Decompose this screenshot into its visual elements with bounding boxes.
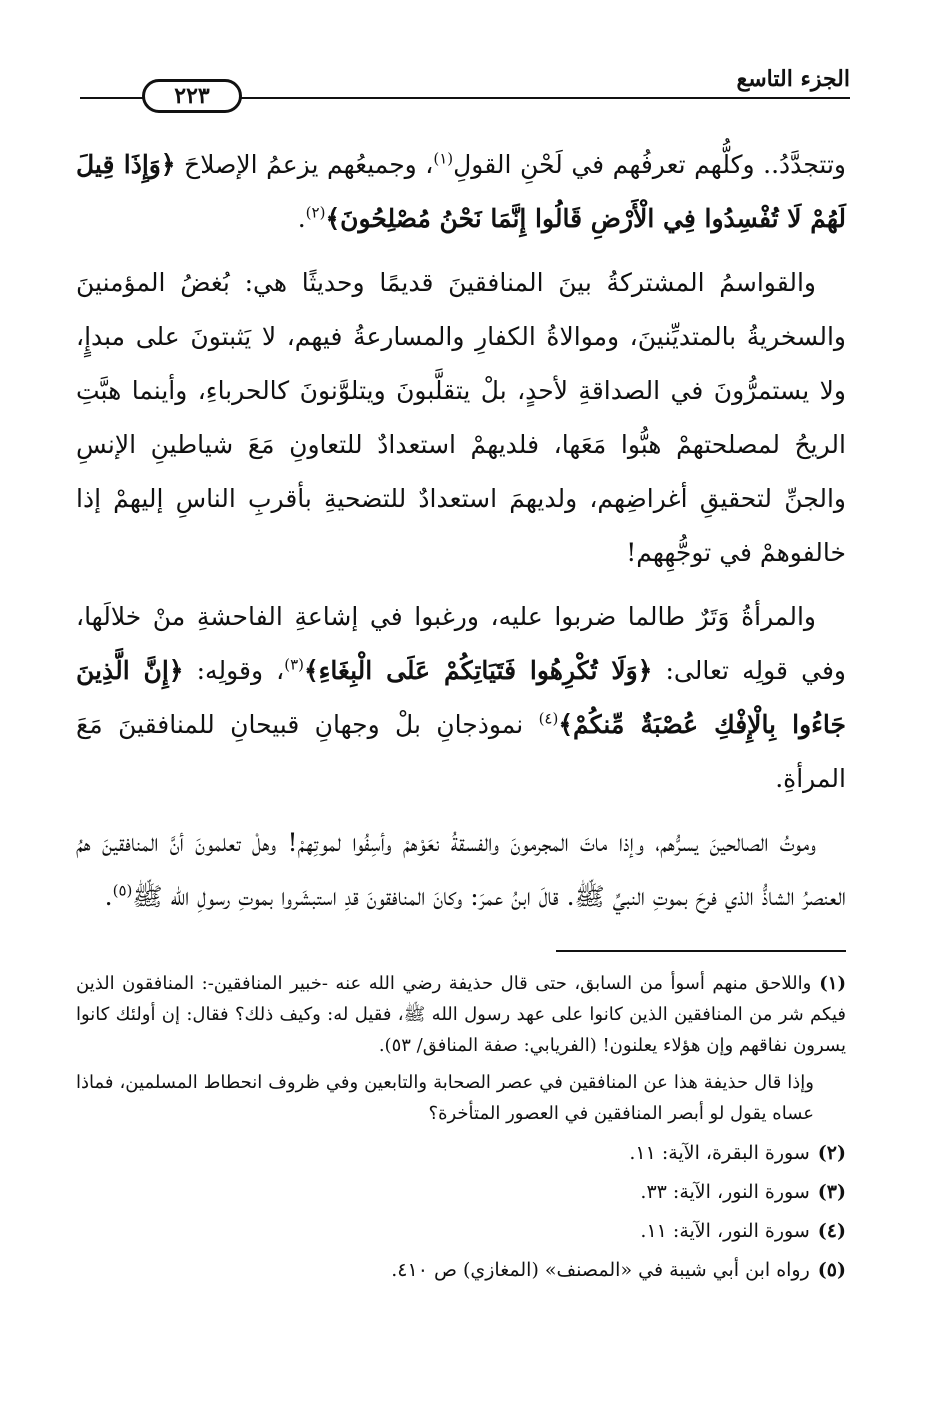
quran-verse-1: ﴿وَإِذَا قِيلَ لَهُمْ لَا تُفْسِدُوا فِي الْأَرْضِ قَالُوا إِنَّمَا نَحْنُ مُصْلِحُونَ﴾ (76, 150, 846, 233)
footnote-ref-3: (٣) (284, 655, 304, 674)
running-head: الجزء التاسع (736, 66, 850, 92)
footnote-5 (76, 1252, 846, 1288)
page-number: ٢٢٣ (142, 79, 242, 113)
footnote-ref-2: (٢) (305, 203, 326, 222)
footnotes (76, 968, 846, 1291)
footnote-number: (١) (819, 973, 846, 994)
footnote-number: (٢) (817, 1142, 846, 1164)
paragraph-2: والقواسمُ المشتركةُ بينَ المنافقينَ قديمًا وحديثًا هي: بُغضُ المؤمنينَ والسخريةُ بالمتديِّنينَ، وموالاةُ الكفارِ والمسارعةُ فيهم، لا يَثبتونَ على مبدإٍ، ولا يستمرُّونَ في الصداقةِ لأحدٍ، بلْ يتقلَّبونَ ويتلوَّنونَ كالحرباءِ، وأينما هبَّتِ الريحُ لمصلحتهمْ هبُّوا مَعَها، فلديهمْ استعدادٌ للتعاونِ مَعَ شياطينِ الإنسِ والجنِّ لتحقيقِ أغراضِهم، ولديهمَ استعدادٌ للتضحيةِ بأقربِ الناسِ إليهمْ إذا خالفوهمْ في توجُّهِهم! (76, 268, 846, 567)
quran-verse-2: ﴿وَلَا تُكْرِهُوا فَتَيَاتِكُمْ عَلَى الْبِغَاءِ﴾ (304, 656, 653, 685)
footnote-text: رواه ابن أبي شيبة في «المصنف» (المغازي) ص ٤١٠. (391, 1259, 810, 1281)
p3-text-c: نموذجانِ بلْ وجهانِ قبيحانِ للمنافقينَ مَعَ المرأةِ. (76, 710, 846, 793)
footnote-number: (٣) (817, 1181, 846, 1203)
footnote-ref-4: (٤) (538, 709, 559, 728)
p3-text-b: ، وقولِه: (183, 656, 285, 685)
footnote-text: واللاحق منهم أسوأ من السابق، حتى قال حذيفة رضي الله عنه -خبير المنافقين-: المنافقون الذين فيكم شر من المنافقين الذين كانوا على عهد رسول الله ﷺ، فقيل له: وكيف ذلك؟ فقال: إن أولئك كانوا يسرون نفاقهم وإن هؤلاء يعلنون! (الفريابي: صفة المنافق/ ٥٣). (76, 973, 846, 1056)
p4-text-a: وموتُ الصالحينَ يسرُّهم، وإذا ماتَ المجرمونَ والفسقةُ نعَوْهمْ وأسِفُوا لموتِهمْ! وهلْ تعلمونَ أنَّ المنافقينَ همُ العنصرُ الشاذُّ الذي فرحَ بموتِ النبيِّ ﷺ. قالَ ابنُ عمرَ: وكانَ المنافقونَ قدِ استبشَروا بموتِ رسولِ الله ﷺ (76, 828, 846, 911)
p1-text-b: ، وجميعُهم يزعمُ الإصلاحَ (175, 150, 434, 179)
footnote-3 (76, 1174, 846, 1210)
main-text (76, 138, 846, 934)
footnote-text: سورة النور، الآية: ٣٣. (640, 1181, 810, 1203)
footnote-ref-1: (١) (433, 149, 454, 168)
paragraph-1 (76, 138, 846, 246)
quran-verse-3: ﴿إِنَّ الَّذِينَ جَاءُوا بِالْإِفْكِ عُصْبَةٌ مِّنكُمْ﴾ (76, 656, 846, 739)
footnote-number: (٥) (817, 1259, 846, 1281)
footnote-1 (76, 968, 846, 1061)
p4-text-b: . (104, 882, 113, 911)
p1-text-a: وتتجدَّدُ.. وكلُّهم تعرفُهم في لَحْنِ القولِ (453, 150, 846, 179)
footnote-text: سورة النور، الآية: ١١. (640, 1220, 810, 1242)
footnote-4 (76, 1213, 846, 1249)
paragraph-3 (76, 590, 846, 806)
footnote-text: سورة البقرة، الآية: ١١. (629, 1142, 810, 1164)
p1-text-c: . (297, 204, 306, 233)
footnote-ref-5: (٥) (112, 881, 133, 900)
paragraph-4 (76, 816, 846, 924)
page-header (80, 66, 850, 116)
footnote-number: (٤) (817, 1220, 846, 1242)
footnote-2 (76, 1135, 846, 1171)
footnote-separator (556, 950, 846, 952)
footnote-1-continuation: وإذا قال حذيفة هذا عن المنافقين في عصر الصحابة والتابعين وفي ظروف انحطاط المسلمين، فماذا عساه يقول لو أبصر المنافقين في العصور المتأخرة؟ (76, 1072, 814, 1124)
p3-text-a: والمرأةُ وَتَرٌ طالما ضربوا عليه، ورغبوا في إشاعةِ الفاحشةِ منْ خلالَها، وفي قولِه تعالى: (76, 602, 846, 685)
